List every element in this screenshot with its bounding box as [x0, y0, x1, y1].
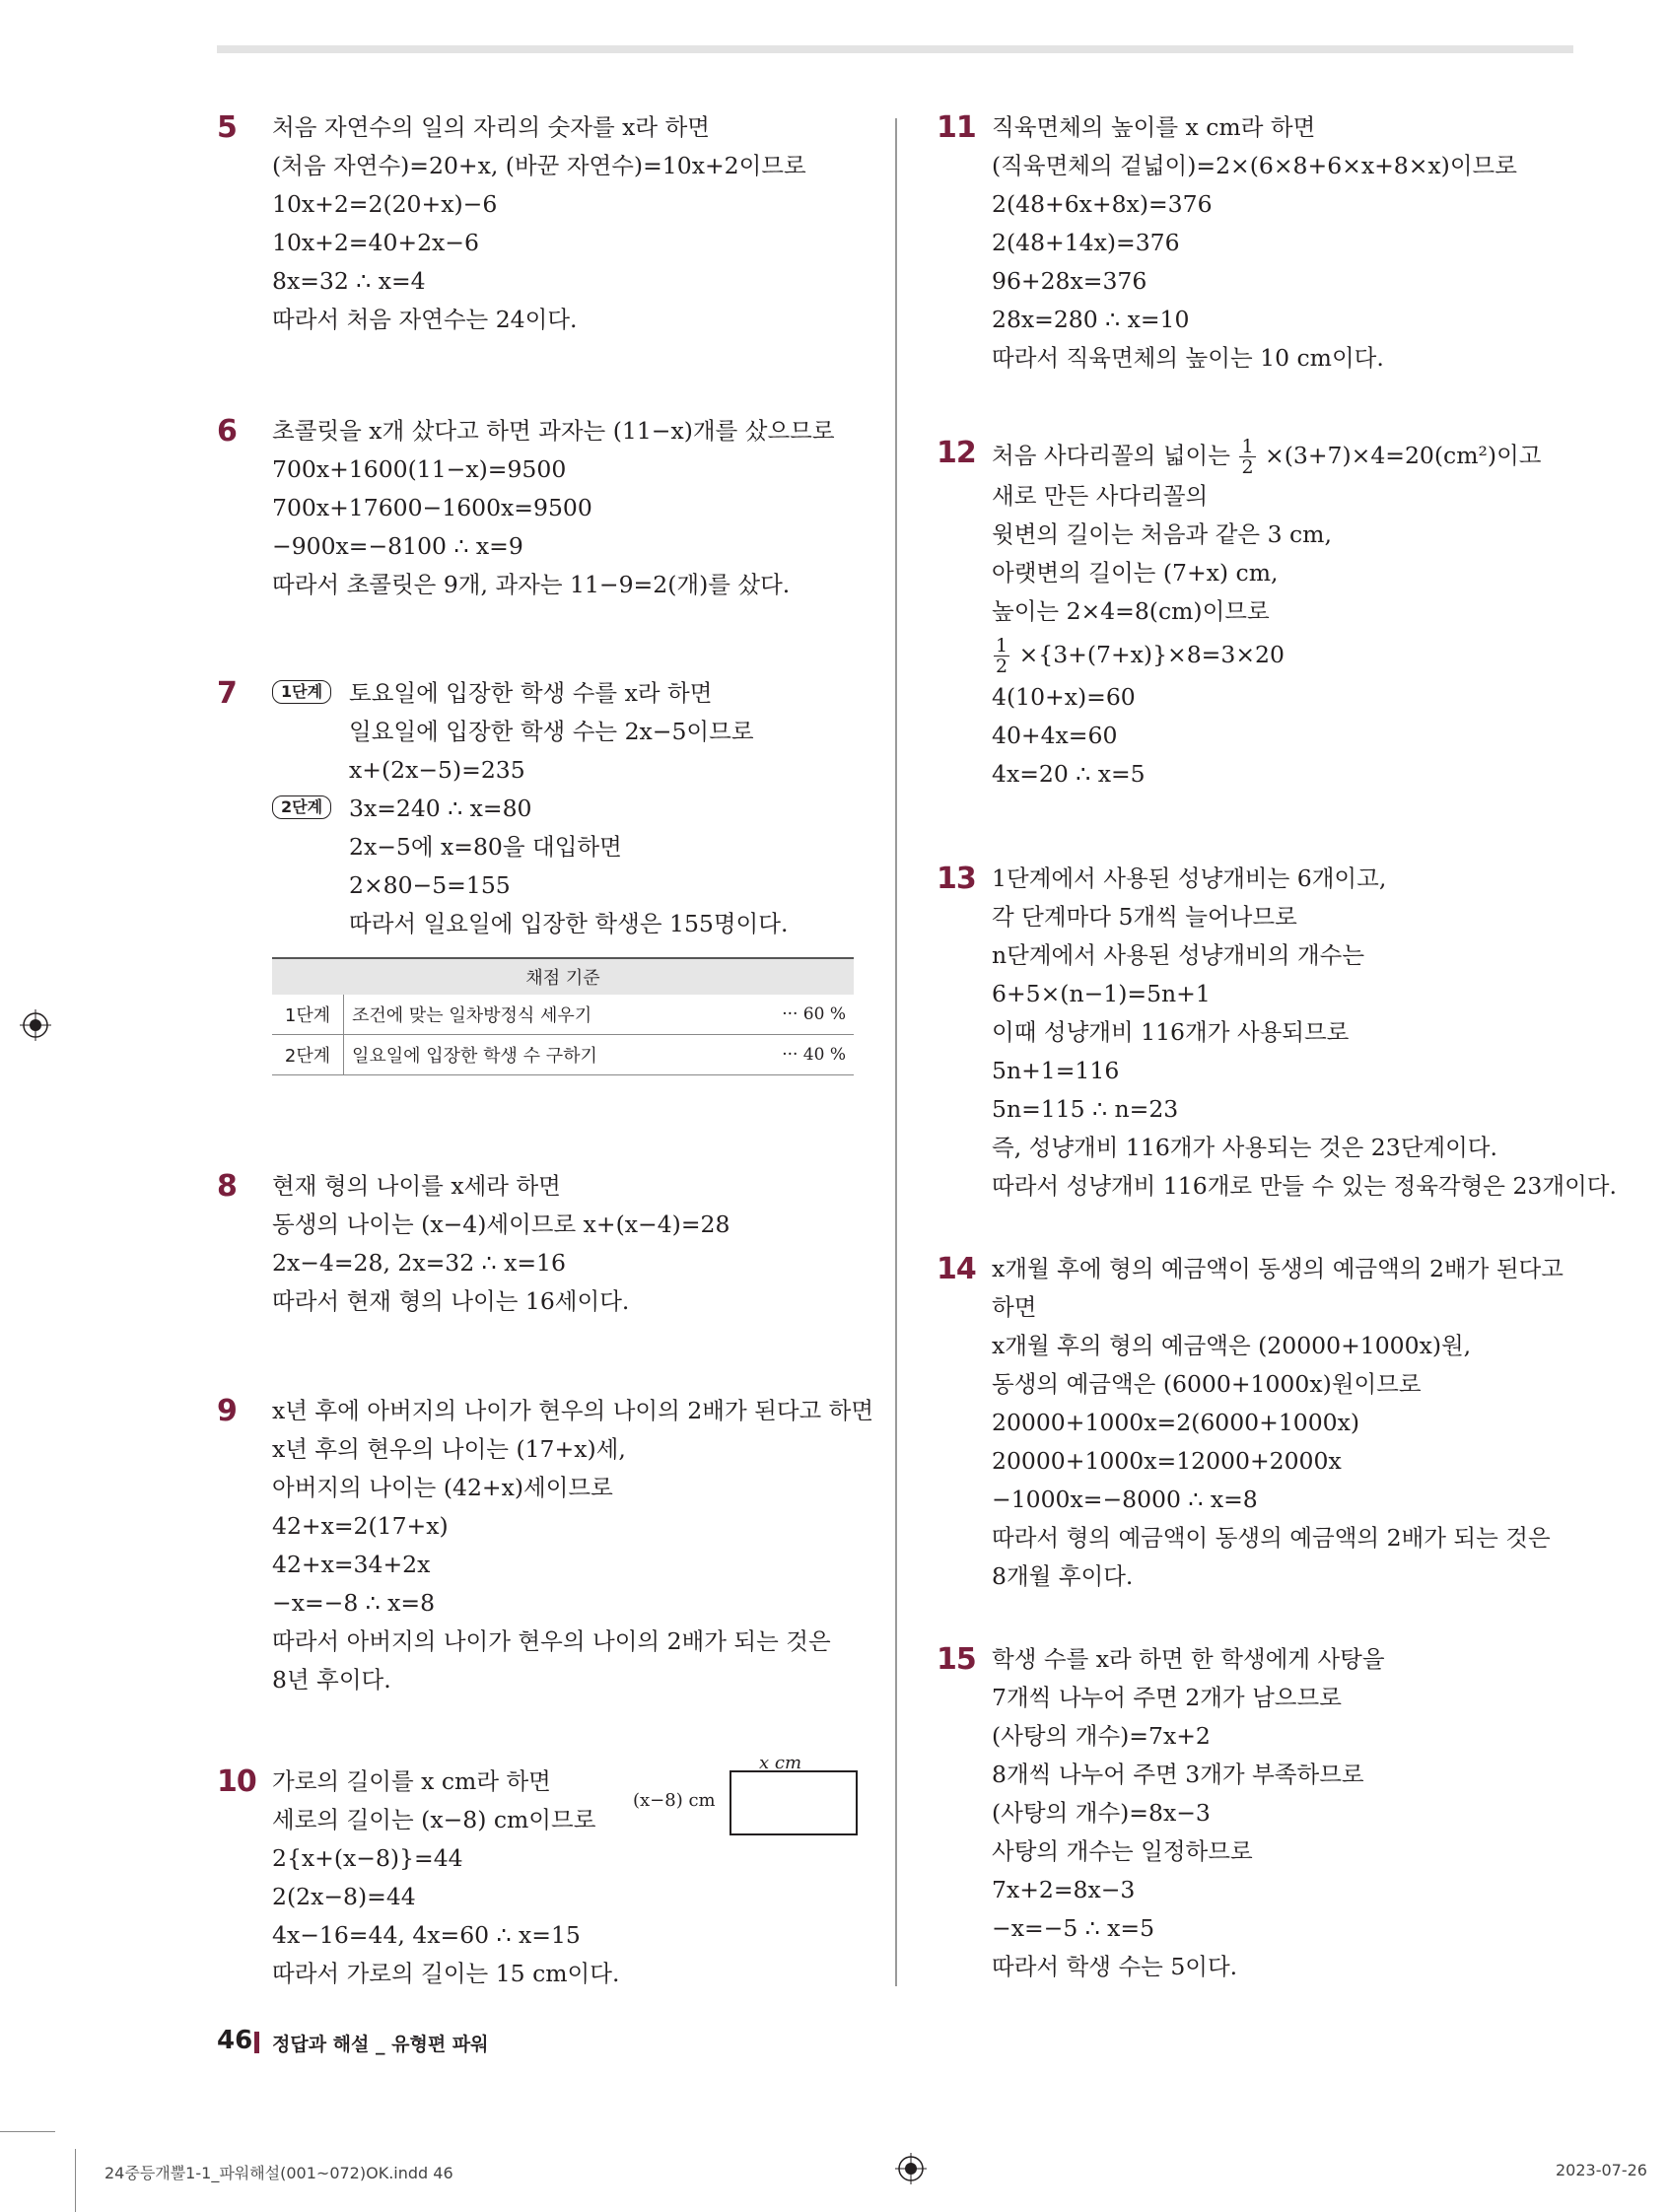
criteria-step: 2단계: [272, 1035, 344, 1075]
footer-accent-bar: [254, 2032, 259, 2053]
solution-line: x개월 후의 형의 예금액은 (20000+1000x)원,: [992, 1332, 1472, 1359]
solution-line: 토요일에 입장한 학생 수를 x라 하면: [349, 679, 713, 707]
table-row: [272, 995, 854, 1035]
table-row: [272, 1035, 854, 1075]
solution-body: [992, 860, 1617, 1206]
problem-number: 7: [217, 676, 237, 711]
problem-number: 14: [937, 1252, 976, 1286]
fraction-half: [1239, 437, 1255, 477]
solution-line: (사탕의 개수)=8x−3: [992, 1799, 1211, 1827]
solution-line: 따라서 초콜릿은 9개, 과자는 11−9=2(개)를 샀다.: [272, 571, 791, 598]
solution-line: 42+x=2(17+x): [272, 1512, 449, 1540]
step-2-badge: 2단계: [272, 795, 331, 819]
solution-line: 새로 만든 사다리꼴의: [992, 482, 1209, 510]
solution-line: 세로의 길이는 (x−8) cm이므로: [272, 1806, 596, 1833]
fraction-half: [994, 636, 1009, 676]
problem-number: 6: [217, 414, 237, 449]
crop-mark: [0, 2131, 55, 2132]
solution-line: 4(10+x)=60: [992, 683, 1136, 711]
step-line: [272, 674, 873, 713]
solution-line: 3x=240 ∴ x=80: [349, 795, 532, 822]
solution-line: [992, 434, 1593, 477]
solution-line: 10x+2=2(20+x)−6: [272, 190, 498, 218]
solution-body: [992, 1250, 1593, 1596]
solution-line: 따라서 아버지의 나이가 현우의 나이의 2배가 되는 것은: [272, 1627, 831, 1655]
registration-mark-icon: [20, 1009, 51, 1041]
solution-line: 42+x=34+2x: [272, 1551, 431, 1578]
solution-line: 7x+2=8x−3: [992, 1876, 1136, 1903]
step-1-badge: 1단계: [272, 680, 331, 704]
solution-line: 가로의 길이를 x cm라 하면: [272, 1767, 551, 1795]
problem-number: 9: [217, 1394, 237, 1428]
rectangle-width-label: x cm: [759, 1753, 802, 1773]
solution-line: 아랫변의 길이는 (7+x) cm,: [992, 559, 1279, 587]
solution-body: [272, 1392, 873, 1699]
solution-line: 700x+17600−1600x=9500: [272, 494, 592, 521]
page-number: 46: [217, 2026, 253, 2055]
solution-line: 28x=280 ∴ x=10: [992, 306, 1190, 333]
solution-line: −900x=−8100 ∴ x=9: [272, 532, 523, 560]
text-run: 처음 사다리꼴의 넓이는: [992, 442, 1230, 469]
solution-body: [992, 1640, 1593, 1986]
solution-line: x개월 후에 형의 예금액이 동생의 예금액의 2배가 된다고: [992, 1255, 1564, 1282]
solution-line: 따라서 가로의 길이는 15 cm이다.: [272, 1960, 620, 1987]
solution-line: 사탕의 개수는 일정하므로: [992, 1837, 1253, 1865]
fraction-denominator: 2: [996, 656, 1008, 677]
solution-line: 윗변의 길이는 처음과 같은 3 cm,: [992, 520, 1332, 548]
solution-line: 따라서 일요일에 입장한 학생은 155명이다.: [349, 910, 789, 937]
solution-line: −x=−8 ∴ x=8: [272, 1589, 436, 1617]
print-date: 2023-07-26: [1556, 2161, 1647, 2179]
solution-line: 7개씩 나누어 주면 2개가 남으므로: [992, 1684, 1342, 1711]
footer-title: 정답과 해설 _ 유형편 파워: [272, 2034, 489, 2055]
criteria-header: 채점 기준: [272, 958, 854, 995]
solution-line: 초콜릿을 x개 샀다고 하면 과자는 (11−x)개를 샀으므로: [272, 417, 835, 445]
rectangle-diagram: [730, 1770, 858, 1835]
solution-line: 처음 자연수의 일의 자리의 숫자를 x라 하면: [272, 113, 710, 141]
solution-line: 700x+1600(11−x)=9500: [272, 455, 567, 483]
solution-line: 2x−5에 x=80을 대입하면: [349, 833, 622, 861]
registration-mark-icon: [895, 2153, 927, 2184]
solution-line: 직육면체의 높이를 x cm라 하면: [992, 113, 1316, 141]
solution-line: 5n+1=116: [992, 1057, 1120, 1084]
solution-line: 따라서 직육면체의 높이는 10 cm이다.: [992, 344, 1384, 372]
solution-line: 96+28x=376: [992, 267, 1147, 295]
problem-number: 5: [217, 110, 237, 145]
solution-body: [992, 108, 1593, 378]
solution-line: (사탕의 개수)=7x+2: [992, 1722, 1211, 1750]
solution-line: 40+4x=60: [992, 722, 1118, 749]
solution-line: 10x+2=40+2x−6: [272, 229, 479, 256]
criteria-score: ··· 40 %: [740, 1035, 854, 1075]
solution-line: (처음 자연수)=20+x, (바꾼 자연수)=10x+2이므로: [272, 152, 806, 179]
solution-line: [992, 631, 1593, 678]
solution-line: 20000+1000x=12000+2000x: [992, 1447, 1342, 1475]
solution-line: −1000x=−8000 ∴ x=8: [992, 1486, 1258, 1513]
solution-line: 2(2x−8)=44: [272, 1883, 416, 1910]
solution-line: 동생의 나이는 (x−4)세이므로 x+(x−4)=28: [272, 1210, 730, 1238]
problem-number: 15: [937, 1642, 976, 1677]
fraction-denominator: 2: [1241, 456, 1254, 478]
solution-line: 4x=20 ∴ x=5: [992, 760, 1146, 788]
solution-line: 따라서 현재 형의 나이는 16세이다.: [272, 1287, 630, 1315]
solution-line: 5n=115 ∴ n=23: [992, 1095, 1179, 1123]
problem-number: 8: [217, 1169, 237, 1204]
solution-line: 2(48+6x+8x)=376: [992, 190, 1213, 218]
solution-line: x+(2x−5)=235: [349, 756, 525, 784]
solution-line: 1단계에서 사용된 성냥개비는 6개이고,: [992, 864, 1387, 892]
column-divider: [895, 118, 897, 1986]
solution-body: [992, 434, 1593, 794]
solution-line: 8x=32 ∴ x=4: [272, 267, 426, 295]
text-run: ×(3+7)×4=20(cm²)이고: [1265, 442, 1542, 469]
rectangle-height-label: (x−8) cm: [633, 1790, 716, 1811]
solution-body: [272, 1167, 873, 1321]
solution-line: 각 단계마다 5개씩 늘어나므로: [992, 903, 1297, 931]
step-line: [272, 790, 873, 828]
solution-line: 아버지의 나이는 (42+x)세이므로: [272, 1474, 613, 1501]
solution-line: 2×80−5=155: [349, 871, 511, 899]
solution-line: 8개월 후이다.: [992, 1562, 1134, 1590]
solution-line: x년 후의 현우의 나이는 (17+x)세,: [272, 1435, 626, 1463]
solution-line: 2{x+(x−8)}=44: [272, 1844, 463, 1872]
problem-number: 11: [937, 110, 976, 145]
print-file-info: 24중등개뿔1-1_파워해설(001~072)OK.indd 46: [104, 2164, 453, 2182]
criteria-desc: 일요일에 입장한 학생 수 구하기: [344, 1035, 741, 1075]
solution-line: (직육면체의 겉넓이)=2×(6×8+6×x+8×x)이므로: [992, 152, 1517, 179]
solution-line: 8개씩 나누어 주면 3개가 부족하므로: [992, 1761, 1364, 1788]
solution-line: 따라서 처음 자연수는 24이다.: [272, 306, 578, 333]
top-rule: [217, 45, 1573, 53]
text-run: ×{3+(7+x)}×8=3×20: [1018, 641, 1285, 668]
solution-line: 즉, 성냥개비 116개가 사용되는 것은 23단계이다.: [992, 1134, 1497, 1161]
solution-line: 현재 형의 나이를 x세라 하면: [272, 1172, 561, 1200]
solution-line: 동생의 예금액은 (6000+1000x)원이므로: [992, 1370, 1422, 1398]
solution-line: 하면: [992, 1293, 1037, 1321]
solution-line: 따라서 성냥개비 116개로 만들 수 있는 정육각형은 23개이다.: [992, 1172, 1617, 1200]
solution-line: −x=−5 ∴ x=5: [992, 1914, 1155, 1942]
solution-line: n단계에서 사용된 성냥개비의 개수는: [992, 941, 1365, 969]
crop-mark: [75, 2149, 76, 2212]
solution-line: 높이는 2×4=8(cm)이므로: [992, 597, 1270, 625]
fraction-numerator: 1: [996, 635, 1008, 657]
solution-line: 6+5×(n−1)=5n+1: [992, 980, 1211, 1007]
problem-number: 12: [937, 436, 976, 470]
solution-line: 따라서 형의 예금액이 동생의 예금액의 2배가 되는 것은: [992, 1524, 1551, 1552]
solution-line: 일요일에 입장한 학생 수는 2x−5이므로: [349, 718, 754, 745]
solution-line: 8년 후이다.: [272, 1666, 391, 1694]
solution-line: 20000+1000x=2(6000+1000x): [992, 1409, 1360, 1436]
solution-line: 이때 성냥개비 116개가 사용되므로: [992, 1018, 1350, 1046]
fraction-numerator: 1: [1241, 436, 1254, 457]
criteria-desc: 조건에 맞는 일차방정식 세우기: [344, 995, 741, 1035]
criteria-step: 1단계: [272, 995, 344, 1035]
solution-body: [272, 108, 873, 339]
solution-line: 2(48+14x)=376: [992, 229, 1180, 256]
solution-body: [272, 412, 873, 604]
solution-line: x년 후에 아버지의 나이가 현우의 나이의 2배가 된다고 하면: [272, 1397, 874, 1424]
solution-body: [272, 674, 873, 1075]
problem-number: 13: [937, 862, 976, 896]
solution-line: 따라서 학생 수는 5이다.: [992, 1953, 1238, 1980]
solution-line: 2x−4=28, 2x=32 ∴ x=16: [272, 1249, 566, 1277]
solution-line: 학생 수를 x라 하면 한 학생에게 사탕을: [992, 1645, 1385, 1673]
criteria-score: ··· 60 %: [740, 995, 854, 1035]
scoring-criteria-table: [272, 957, 854, 1075]
solution-line: 4x−16=44, 4x=60 ∴ x=15: [272, 1921, 581, 1949]
problem-number: 10: [217, 1764, 256, 1799]
